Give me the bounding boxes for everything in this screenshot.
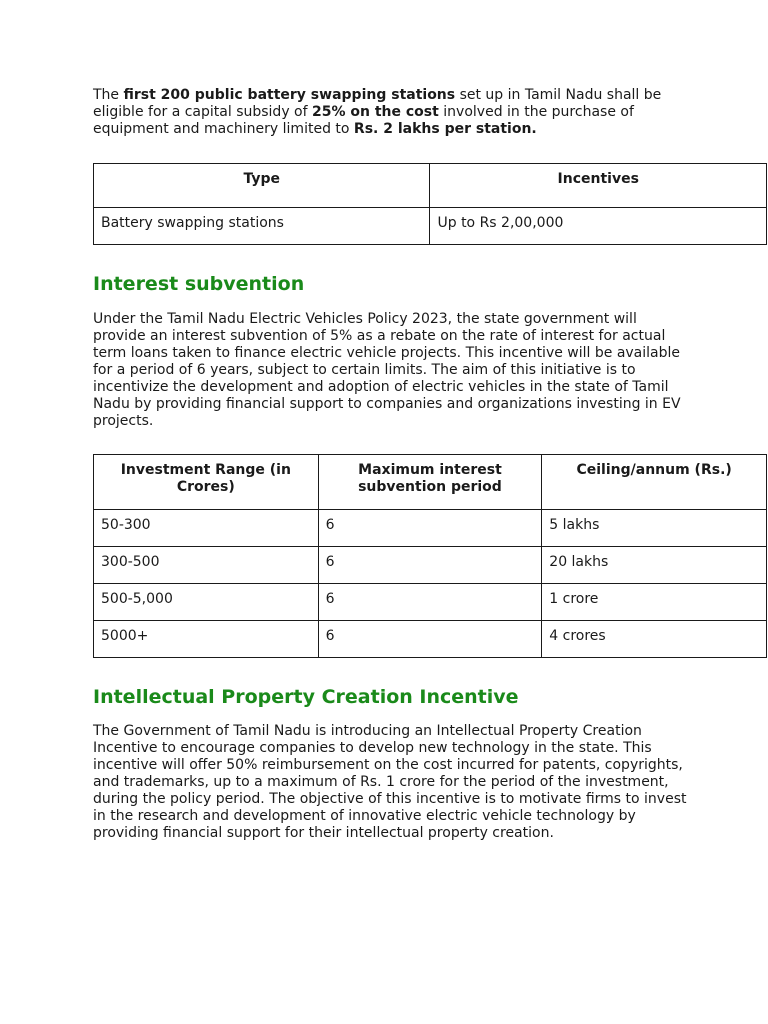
intro-text-2: set up in Tamil Nadu shall be eligible for a capital subsidy of <box>93 87 662 120</box>
battery-incentive-table <box>93 163 767 245</box>
interest-subvention-paragraph: Under the Tamil Nadu Electric Vehicles Policy 2023, the state government will provide an interest subvention of 5% as a rebate on the rate of interest for actual term loans taken to finance electric vehicle projects. This incentive will be available for a period of 6 years, subject to certain limits. The aim of this initiative is to incentivize the development and adoption of electric vehicles in the state of Tamil Nadu by providing financial support to companies and organizations investing in EV projects. <box>93 311 681 429</box>
header-investment-range: Investment Range (in Crores) <box>94 455 319 510</box>
table-cell: 5000+ <box>94 621 319 658</box>
table-header-row <box>94 164 767 208</box>
header-ceiling: Ceiling/annum (Rs.) <box>542 455 767 510</box>
header-incentives: Incentives <box>430 164 767 208</box>
table-row <box>94 510 767 547</box>
intro-bold-percent: 25% on the cost <box>312 104 439 120</box>
table-cell: 6 <box>318 547 542 584</box>
table-cell: 1 crore <box>542 584 767 621</box>
interest-subvention-heading: Interest subvention <box>93 273 305 295</box>
intro-text-3: involved in the purchase of equipment and machinery limited to <box>93 104 634 137</box>
table-cell: 6 <box>318 510 542 547</box>
battery-subsidy-paragraph <box>93 87 693 138</box>
table-cell: 6 <box>318 584 542 621</box>
table-cell: 5 lakhs <box>542 510 767 547</box>
table-row <box>94 208 767 245</box>
intro-text-1: The <box>93 87 124 103</box>
table-header-row <box>94 455 767 510</box>
table-row <box>94 621 767 658</box>
table-cell: 4 crores <box>542 621 767 658</box>
header-max-period: Maximum interest subvention period <box>318 455 542 510</box>
table-cell: 20 lakhs <box>542 547 767 584</box>
intro-bold-limit: Rs. 2 lakhs per station. <box>353 121 537 137</box>
table-row <box>94 584 767 621</box>
table-cell: 50-300 <box>94 510 319 547</box>
interest-subvention-table <box>93 454 767 658</box>
table-cell: Up to Rs 2,00,000 <box>430 208 767 245</box>
table-row <box>94 547 767 584</box>
table-cell: 500-5,000 <box>94 584 319 621</box>
table-cell: 6 <box>318 621 542 658</box>
ip-creation-paragraph: The Government of Tamil Nadu is introducing an Intellectual Property Creation Incentive to encourage companies to develop new technology in the state. This incentive will offer 50% reimbursement on the cost incurred for patents, copyrights, and trademarks, up to a maximum of Rs. 1 crore for the period of the investment, during the policy period. The objective of this incentive is to motivate firms to invest in the research and development of innovative electric vehicle technology by providing financial support for their intellectual property creation. <box>93 723 687 841</box>
intro-bold-stations: first 200 public battery swapping stations <box>123 87 456 103</box>
table-cell: Battery swapping stations <box>94 208 430 245</box>
header-type: Type <box>94 164 430 208</box>
table-cell: 300-500 <box>94 547 319 584</box>
ip-creation-heading: Intellectual Property Creation Incentive <box>93 686 519 708</box>
